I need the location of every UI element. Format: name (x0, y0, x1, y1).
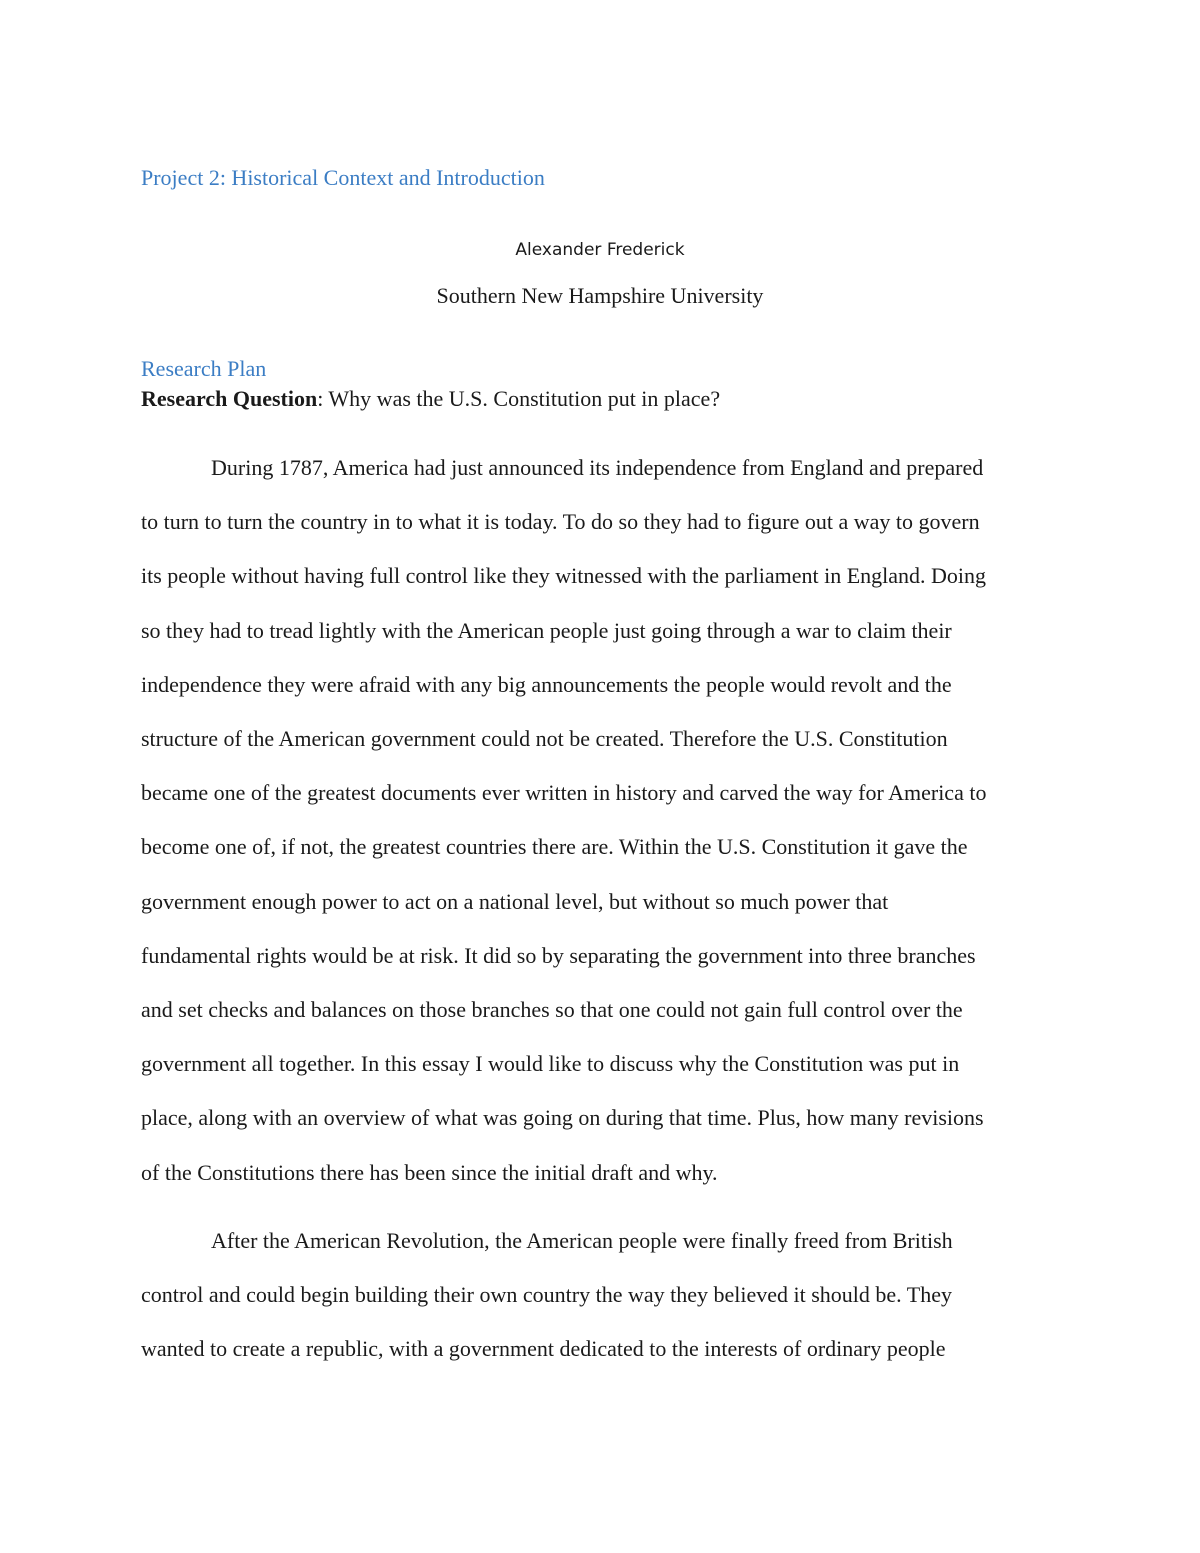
section-heading: Research Plan (141, 356, 267, 381)
paragraph-line: to turn to turn the country in to what it is today. To do so they had to figure out a way to govern (141, 509, 980, 535)
paragraph-line: After the American Revolution, the American people were finally freed from British (211, 1228, 953, 1253)
paragraph-line: place, along with an overview of what was going on during that time. Plus, how many revisions (141, 1105, 984, 1131)
institution-name: Southern New Hampshire University (436, 283, 764, 308)
paragraph-line: fundamental rights would be at risk. It did so by separating the government into three branches (141, 942, 976, 968)
paragraph-line: government all together. In this essay I would like to discuss why the Constitution was put in (141, 1051, 960, 1077)
research-question-text: : Why was the U.S. Constitution put in place? (317, 386, 721, 411)
paragraph-line: become one of, if not, the greatest countries there are. Within the U.S. Constitution it gave the (141, 834, 968, 860)
document-title: Project 2: Historical Context and Introduction (141, 165, 545, 190)
research-question (141, 386, 720, 412)
paragraph-line: structure of the American government could not be created. Therefore the U.S. Constitution (141, 726, 948, 751)
paragraph-line: its people without having full control like they witnessed with the parliament in England. Doing (141, 563, 987, 589)
paragraph-line: During 1787, America had just announced its independence from England and prepared (211, 455, 984, 480)
paragraph-line: of the Constitutions there has been since the initial draft and why. (141, 1159, 718, 1185)
paragraph-line: became one of the greatest documents ever written in history and carved the way for America to (141, 780, 987, 806)
research-question-label: Research Question (141, 386, 318, 411)
paragraph-line: so they had to tread lightly with the American people just going through a war to claim their (141, 617, 952, 643)
paragraph-line: government enough power to act on a national level, but without so much power that (141, 888, 889, 914)
author-name: Alexander Frederick (515, 240, 685, 260)
paragraph-line: and set checks and balances on those branches so that one could not gain full control over the (141, 997, 963, 1022)
paragraph-line: control and could begin building their own country the way they believed it should be. They (141, 1282, 952, 1308)
paragraph-line: wanted to create a republic, with a government dedicated to the interests of ordinary people (141, 1336, 946, 1362)
paragraph-line: independence they were afraid with any big announcements the people would revolt and the (141, 671, 952, 697)
